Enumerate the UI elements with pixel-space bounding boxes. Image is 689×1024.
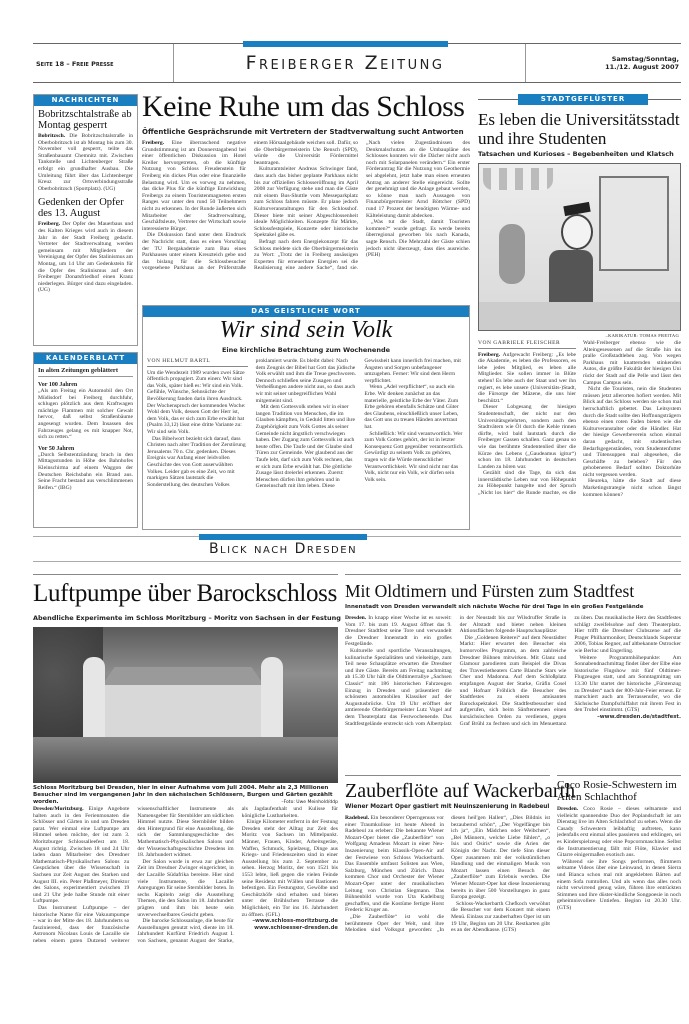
paragraph: Schließlich: Wir sind verantwortlich. Wer zum Volk Gottes gehört, der ist in letzter Konsequenz Gott gegenüber verantwortlich. Gewürdigt zu seinem Volk zu gehören, tragen wir die Würde menschlicher Verantwortlichkeit. Wir sind nicht nur das Volk, nicht nur ein Volk, wir dürfen sein Volk sein. — [364, 430, 464, 483]
luftpumpe-body — [33, 806, 338, 961]
paragraph: Kulturamtsleiter Andreas Schwinger fand, dass auch das bisher geplante Parkhaus nicht bis zur offiziellen Schlosseröffnung im April 2008 zur Verfügung stehe und man die Gäste mit einem Bus-Shuttle vom Messeparkplatz zum Schloss fahren müsste. Er plane jedoch Kulturveranstaltungen für den Schlosshof. Dieser biete mit seiner Abgeschlossenheit ideale Möglichkeiten. Konzepte für Märkte, Schlossfestspiele, Konzerte oder historische Spektakel gäbe es. — [254, 166, 358, 239]
article-rule — [33, 574, 338, 575]
dateline: Dresden. — [557, 806, 579, 812]
spiritual-word-label: DAS GEISTLICHE WORT — [143, 306, 469, 317]
stadtfest-headline: Mit Oldtimern und Fürsten zum Stadtfest — [345, 581, 635, 601]
castle-tower-shape — [261, 657, 283, 737]
cartoon-credit: –KARIKATUR: TOMAS FREITAG — [605, 333, 679, 338]
awning-shape — [483, 168, 553, 190]
paragraph: Einige Kilometer entfernt in der Festung Dresden steht der Alltag zur Zeit des Moritz von Sachsen im Mittelpunkt. Männer, Frauen, Kinder, Arbeitsgeräte, Waffen, Schmuck, Spielzeug, Dinge aus Kriegs- und Friedenszeiten sind in einer Ausstellung bis zum 2. September zu sehen. Herzog Moritz, der von 1521 bis 1553 lebte, ließ gegen die vielen Feinde seine Residenz mit Wällen und Bastionen befestigen. Ein Festungstor, Gewölbe und Geschützhöfe sind erhalten und bieten unter der Brühlschen Terrasse die Möglichkeit, ein Tor ins 16. Jahrhundert zu öffnen. (GFL) — [241, 819, 338, 918]
news-body: Die Bobritzschtalstraße in Oberbobritzsch ist ab Montag bis zum 30. November voll gesperrt, teilte das Straßenbauamt Chemnitz mit. Zwischen Tankstelle und Lichtenberger Straße erfolgt ein grundhafter Ausbau. Die Umleitung führt über das Lichtenberger Kreuz zur Ortsverbindungsstraße Oberbobritzsch (Sportplatz). (UG) — [38, 133, 133, 192]
stadtfest-subheadline: Innenstadt von Dresden verwandelt sich nächste Woche für drei Tage in ein großes Festgelände — [345, 604, 644, 610]
paragraph: Das Instrument Luftpumpe – der historische Name für eine Vakuumpumpe – war in der Mitte des 18. Jahrhunderts so faszinierend, dass der französische Astronom Nicolaus Louis de Lacaille sie neben einem guten Dutzend weiterer wissenschaftlicher Instrumente als Namensgeber für Sternbilder am südlichen Himmel nutzte. Diese Sternbilder bilden den Hintergrund für eine Ausstellung, die sich der Sammlungsgeschichte des Mathematisch-Physikalischen Salons und der Wissenschaftsgeschichte Dresdens im 18. Jahrhundert widmet. — [33, 806, 234, 944]
news-box — [33, 94, 138, 346]
dateline: Dresden/Moritzburg. — [33, 806, 84, 812]
paragraph: Während sie ihre Songs performen, flimmern seltsame Videos über eine Leinwand, in denen Sierra und Bianca schon mal mit angeklebten Bärten auf einem Sofa rumtollen. Und als wenn das alles noch nicht verwirrend genug wäre, führen ihre entrückten Stimmen und ihre düster-kindliche Songpoesie in noch geheimnisvollere Untiefen. Beginn ist 20.30 Uhr. (GTS) — [557, 858, 681, 911]
main-headline: Keine Ruhe um das Schloss — [142, 90, 465, 123]
paragraph: Befragt nach dem Energiekonzept für das Schloss meldete sich die Oberbürgermeisterin zu Wort: „Trotz der in Freiberg ansässigen Experten für erneuerbare Energien sei die Realisierung eine andere Sache“, fand sie. „Nach vielen Zugeständnissen des Denkmalschutzes an die Umbaupläne des Schlosses konnten wir die Dächer nicht auch noch mit Solarpanelen verändern.“ Ein erster Förderantrag für die Nutzung von Geothermie sei abgelehnt, jetzt habe man einen erneuten Antrag an anderer Stelle eingereicht. Sollte der genehmigt und die Anlage gebaut werden, so könne man nach Aussagen von Finanzbürgermeister Arnd Böttcher (SPD) rund 17 Prozent der benötigten Wärme- und Kälteleistung damit abdecken. — [254, 140, 470, 272]
calendar-title: In alten Zeitungen geblättert — [38, 367, 133, 377]
page-number: Seite 18 – Freie Presse — [36, 60, 114, 68]
paragraph: Gezählt sind die Tage, da sich das innerstädtische Leben nur von Höhepunkt zu Höhepunkt hangelte und der Spruch „Nicht los hier“ die Runde machte, es die Wahl-Freiberger ebenso wie die Alteingesessenen auf die Straße hin ins pralle Großstadtleben zog. Von wegen Parkhaus mit knatternden stinkenden Autos, die größte Fakultät der hiesigen Uni rückt der Stadt auf die Pelle und lässt den Campus Campus sein. — [478, 340, 681, 497]
paragraph: Die barocke Schlossanlage, die heute für Ausstellungen genutzt wird, diente im 18. Jahrhundert Kurfürst Friedrich August I. von Sachsen, genannt August der Starke, als Jagdaufenthalt und Kulisse für königliche Lustbarkeiten. — [137, 806, 338, 944]
stadtfest-body — [345, 615, 681, 765]
paragraph: Aufgewacht Freiberg: „Es lebe die Akademie, es leben die Professoren, es lebe jedes Mitglied, es leben alle Mitglieder. Sie sollen immer in Blüte stehen! Es lebe auch der Staat und wer ihn regiert, es lebe unsere (Universitäts-)Stadt, die Fürsorge der Mäzene, die uns hier beschützt.“ — [478, 351, 577, 404]
spiritual-word-body — [147, 358, 465, 526]
zauberfloete-subheadline: Wiener Mozart Oper gastiert mit Neuinszenierung in Radebeul — [345, 804, 550, 810]
gossip-label: STADTGEFLÜSTER — [518, 94, 648, 105]
dateline: Radebeul. — [345, 815, 370, 821]
paragraph: In knapp einer Woche ist es soweit: Vom 17. bis zum 19. August öffnet das 9. Dresdner Stadtfest seine Tore und verwandelt die Dresdner Innenstadt in ein großes Festgelände. — [345, 615, 452, 648]
gossip-headline: Es leben die Universitätsstadt und ihre Studenten — [478, 110, 680, 148]
header-bottom-rule — [33, 82, 681, 83]
student-head-shape — [561, 214, 593, 250]
article-rule — [345, 775, 550, 776]
dateline: Freiberg. — [38, 221, 61, 228]
zauberfloete-body — [345, 815, 550, 963]
caption-text: Schloss Moritzburg bei Dresden, hier in einer Aufnahme vom Juli 2004. Mehr als 2,3 Millionen Besucher sind im vergangenen Jahr in den sächsischen Schlössern, Burgen und Gärten gezählt worden. — [33, 785, 333, 805]
spiritual-word-box — [142, 305, 470, 530]
paragraph: Das Bibelwort bezieht sich darauf, dass Christen nach alter Tradition der Zerstörung Jerusalems 70 n. Chr. gedenken. Dieses Ereignis war Anfang einer leidvollen Geschichte des von Gott auserwählten Volkes. Leider gab es eine Zeit, wo mit markigen Sätzen lautstark die Sonderstellung des deutschen Volkes proklamiert wurde. Es bleibt dabei: Nach dem Zeugnis der Bibel hat Gott das jüdische Volk erwählt und ihm die Treue geschworen. Dennoch schließen seine Zusagen und Verheißungen andere nicht aus, so dass auch wir mit seiner unbegreiflichen Wahl mitgemeint sind. — [147, 358, 357, 488]
section-title: Blick nach Dresden — [208, 541, 358, 557]
section-accent-bar — [199, 534, 367, 540]
issue-date — [605, 55, 679, 71]
byline: VON GABRIELE FLEISCHER — [478, 340, 576, 349]
photo-caption — [33, 785, 338, 806]
paragraph: „Die Zauberflöte“ ist wohl die berühmteste Oper der Welt, und ihre Melodien sind Volksgut geworden: „In diesen heil'gen Hallen“, „Dies Bildnis ist bezaubernd schön“, „Der Vogelfänger bin ich ja“, „Ein Mädchen oder Weibchen“, „Bei Männern, welche Liebe fühlen“, „o Isis und Osiris“ sowie die Arien der Königin der Nacht. Der tiefe Sinn dieser Oper zusammen mit der volkstümlichen Handlung und der einmaligen Musik von Mozart lassen einen Besuch der „Zauberflöte“ zum Erlebnis werden. Die Wiener Mozart-Oper hat diese Inszenierung bereits in über 500 Vorstellungen in ganz Europa gezeigt. — [345, 815, 550, 934]
dateline: Freiberg. — [142, 140, 165, 146]
header-accent-bar — [243, 41, 448, 47]
zauberfloete-headline: Zauberflöte auf Wackerbarth — [345, 780, 576, 802]
paragraph: Der Salon wurde in etwa zur gleichen Zeit im Dresdner Zwinger eingerichtet, in der Lacaille Südafrika bereiste. Hier sind viele Instrumente, die Lacaille Anregungen für seine Sternbilder boten. In sechs Kapiteln zeigt die Ausstellung Themen, die den Salon im 18. Jahrhundert prägten und ihm bis heute sein unverwechselbares Gesicht geben. — [137, 858, 234, 918]
news-items — [38, 109, 133, 294]
calendar-entry-text: „Durch Selbstentzündung brach in den Mittagsstunden in Höhe des Bahnhofes Kleinschirma auf einem Waggon der Deutschen Reichsbahn ein Brand aus. Seine Fracht bestand aus verschlimmenen Reifen.“ (IBG) — [38, 451, 133, 491]
paragraph: Die „Goldenen Reiterei“ auf dem Neustädter Markt: Hier erwartet den Besucher ein humorvolles Programm, an dem zahlreiche Dresdner Bühnen mitwirken. Mit Glanz und Glamour parodieren zum Beispiel die Divas des Travestietheaters Carte Blanche Stars wie Cher und Madonna. Auf dem Schloßplatz empfangen August der Starke, Gräfin Cosel und Hofnarr Fröhlich die Besucher des Stadtfestes zu einem amüsanten Barockspektakel. Die Stadtfestbesucher sind aufgerufen, sich beim Sänftenrennen einen kursächsischen Orden zu verdienen, gegen Graf Brühl zu fechten und sich im Menuettanz zu üben. Das musikalische Herz des Stadtfestes schlägt zweifelsohne auf dem Theaterplatz. Hier trifft die Dresdner Clubszene auf die Prager Philharmoniker, Deutschlands Superstar 2006, Tobias Regner, auf altbekannte Ostrocker wie Berluc und Engerling. — [459, 615, 681, 727]
paragraph: Mit dem Gottesvolk stehen wir in einer langen Tradition von Menschen, die im Glauben kämpften, in Geduld litten und ihre Zugehörigkeit zum Volk Gottes als seiner Gemeinde nicht ängstlich verschwiegen haben. Der Zugang zum Gottesvolk ist auch heute offen. Die Taufe und der Glaube sind Türen zur Gemeinde. Wer glaubend aus der Taufe lebt, darf sich zum Volk rechnen, das er sich zum Erbe erwählt hat. Die göttliche Zusage lässt dreierlei erkennen. Zuerst: Menschen dürfen ihm gehören und in Gemeinschaft mit ihm leben. Diese Gewissheit kann innerlich frei machen, mit Ängsten und Sorgen unbefangener umzugehen. Ferner: Wir sind dem Herrn verpflichtet. — [255, 358, 461, 490]
news-headline: Gedenken der Opfer des 13. August — [38, 197, 124, 220]
main-subheadline: Öffentliche Gesprächsrunde mit Vertretern der Stadtverwaltung sucht Antworten — [142, 128, 464, 136]
news-body: Der Opfer des Mauerbaus und des Kalten Krieges wird auch in diesem Jahr in der Stadt Freiberg gedacht. Vertreter der Stadtverwaltung werden gemeinsam mit Mitgliedern der Vereinigung der Opfer des Stalinismus am Montag, um 14 Uhr am Gedenkstein für die Opfer des Stalinismus auf dem Freiberger Donatsfriedhof einen Kranz niederlegen. Bürger sind dazu eingeladen. (UG) — [38, 221, 133, 294]
byline: VON HELMUT BARTL — [147, 358, 248, 367]
paragraph: Wenn „Adel verpflichtet“, so auch ein Erbe. Wir denken zunächst an das materielle, geistliche Erbe der Väter. Zum Erbe gehören ebenfalls Schätze und Güter des Glaubens, einschließlich unser Leben, das Gott uns zu treuen Händen anvertraut hat. — [364, 384, 459, 430]
gossip-subheadline: Tatsachen und Kurioses – Begebenheiten und Klatsch — [478, 150, 674, 158]
news-text — [38, 221, 133, 294]
paragraph: Um die Wendezeit 1989 wurden zwei Sätze öffentlich propagiert. Zum einen: Wir sind das Volk, später hieß es: Wir sind ein Volk. Gefühle, Wünsche, Sehnsüchte der Bevölkerung fanden darin ihren Ausdruck. Der Wochenspruch der kommenden Woche: Wohl dem Volk, dessen Gott der Herr ist, dem Volk, das er sich zum Erbe erwählt hat (Psalm 33,12) lässt eine dritte Variante zu: Wir sind sein Volk. — [147, 369, 246, 435]
coco-headline: Coco Rosie-Schwestern im Alten Schlachthof — [557, 779, 677, 803]
news-label: NACHRICHTEN — [34, 95, 137, 106]
calendar-box — [33, 352, 138, 528]
moritzburg-photo — [33, 627, 338, 783]
section-bottom-rule — [33, 561, 681, 562]
news-text — [38, 133, 133, 192]
date-line: 11./12. August 2007 — [605, 63, 679, 71]
paragraph: Nicht die Touristen, nein die Studenten müssen jetzt allerorten hofiert werden. Mit Blick auf das Schloss werden sie schon mal herrschaftlich gebettet. Das Leitsystem durch die Stadt sollte den Hoffnungsträgern ebenso einen roten Faden bieten wie die Kulturveranstalter oder die Händler. Hat der hiesige Gewerbeverein schon einmal daran gedacht, mit studentischen Bedarfsgegenständen, vom Studentenfutter und Tütensuppen mal abgesehen, die Geschäfte zu beleben? Für den gehobeneren Bedarf sollten Doktorhüte nicht vergessen werden. — [583, 386, 681, 478]
paragraph: Coco Rosie – dieses seltsamste und vielleicht spannendste Duo der Poplandschaft ist am Dienstag live im Alten Schlachthof zu sehen. Wenn die Casady Schwestern leibhaftig auftreten, kann jedenfalls erst einmal alles passieren und erklingen, sei es Kinderspielzeug oder eine Popcornmaschine. Selbst die Instrumentierung fällt mit Flöte, Klavier und Gitarre einigermaßen exotisch aus. — [557, 806, 681, 859]
paragraph: Heureka, hätte die Stadt auf diese Marketingstrategie nicht schon längst kommen können? — [583, 478, 681, 498]
date-line: Samstag/Sonntag, — [611, 55, 679, 63]
student-body-shape — [549, 250, 593, 308]
shop-window-shape — [599, 176, 669, 271]
paragraph: Eine überraschend negative Grundstimmung ist am Donnerstagabend bei einer öffentlichen Diskussion im Hotel Kreller hervorgetreten, ob die künftige Nutzung von Schloss Freudenstein für Freiberg ein dickes Plus oder eine finanzielle Belastung wird. Um es vorweg zu nehmen, das dicke Plus für die künftige Entwicklung Freibergs zu einem Touristenmagneten ersten Ranges war unter den rund 50 Teilnehmern nicht zu erkennen. In der Runde äußerten sich Mitarbeiter der Stadtverwaltung, Geschäftsleute, Vertreter der Wirtschaft sowie interessierte Bürger. — [142, 140, 246, 232]
calendar-label: KALENDERBLATT — [34, 353, 137, 364]
spiritual-word-subheadline: Eine kirchliche Betrachtung zum Wochenende — [221, 346, 391, 354]
website-link[interactable]: www.schloesser-dresden.de — [254, 924, 338, 931]
gossip-body — [478, 340, 681, 528]
article-rule — [345, 574, 681, 575]
spiritual-word-headline: Wir sind sein Volk — [219, 317, 393, 343]
luftpumpe-headline: Luftpumpe über Barockschloss — [33, 580, 338, 607]
castle-body-shape — [93, 682, 273, 737]
paragraph: Schloss-Wackerbarth Chefkoch verwöhnt die Besucher vor dem Konzert mit einem Menü. Einlass zur zauberhaften Oper ist um 19 Uhr, Beginn um 20 Uhr. Restkarten gibt es an der Abendkasse. (GTS) — [451, 900, 550, 934]
photo-credit: –Foto: Uwe Meinhold/ddp — [281, 800, 338, 805]
website-link[interactable]: –www.schloss-moritzburg.de — [252, 918, 338, 925]
newspaper-title: Freiberger Zeitung — [245, 52, 445, 74]
street-shape — [479, 302, 680, 330]
paragraph: Ein besonderer Operngenuss vor einer Traumkulisse ist heute Abend in Radebeul zu erleben: Die bekannte Wiener Mozart-Oper bietet die „Zauberflöte“ von Wolfgang Amadeus Mozart in einer Neu-Inszenierung beim Klassik-Open-Air auf der Festwiese von Schloss Wackerbarth. Das Ensemble umfasst Solisten aus Wien, Salzburg, München und Zürich. Dazu kommen Chor und Orchester der Wiener Mozart-Oper unter der musikalischen Leitung von Christian Siegmann. Das Bühnenbild wurde von Uta Kadelburg geschaffen, und die Kostüme fertigte Horst Frederic Kruger an. — [345, 815, 444, 914]
castle-tower-shape — [83, 657, 105, 737]
luftpumpe-subheadline: Abendliche Experimente im Schloss Moritzburg – Moritz von Sachsen in der Festung — [33, 614, 341, 622]
header-divider — [525, 44, 526, 82]
calendar-entry-text: „Als am Freitag ein Automobil den Ort Müdisdorf bei Freiberg durchfuhr, schlugen plötzlich aus dem Kraftwagen mächtige Flammen mit solcher Gewalt hervor, daß selbst Straßenbäume angesengt wurden. Dem Insassen des Fahrzeuges gelang es mit knapper Not, sich zu retten.“ — [38, 388, 133, 441]
paragraph: Die Diskussion fand unter dem Eindruck der Nachricht statt, dass es einen Vorschlag der TU Bergakademie zum Bau eines Parkhauses unter einem Kreuzteich gebe und das bislang für die Schlossbesucher vorgesehene Parkhaus an der Prüferstraße einem Hörsaalgebäude weichen soll. Dafür, so die Oberbürgermeisterin Ute Rensch (SPD), würde die Universität Fördermittel beantragen. — [142, 140, 359, 272]
calendar-entry-heading: Vor 50 Jahren — [38, 445, 75, 452]
paragraph: Kulturelle und sportliche Veranstaltungen, kulinarische Spezialitäten und vielseitige, zum Teil neue Schauplätze erwarten die Dresdner und ihre Gäste. Bereits am Freitag nachmittag ab 15.30 Uhr hält die Oldtimerrallye „Sachsen Classic“ mit 186 historischen Fahrzeugen Einzug in Dresden und präsentiert die schönsten automobilen Klassiker auf der Augustusbrücke. Um 19 Uhr eröffnet der amtierende Oberbürgermeister Lutz Vogel auf dem Theaterplatz das Festwochenende. Das Stadtfestgelände erstreckt sich vom Albertplatz in der Neustadt bis zur Wilsdruffer Straße in der Altstadt und bietet neben kleinen Aktionsflächen folgende Hauptschauplätze: — [345, 615, 567, 727]
paragraph: Weitere Programmhöhepunkte: Am Sonnabendnachmittag findet über der Elbe eine historische Flugshow mit fünf Oldtimer-Flugzeugen statt, und am Sonntagmittag um 13.30 Uhr startet der historische „Fürstenzug zu Dresden“ nach der 800-Jahr-Feier erneut. Er marschiert auch am Terrassenufer, wo die Sächsische Dampfschiffahrt mit ihrem Fest in den Trubel einstimmt. (GTS) — [574, 654, 681, 714]
dateline: Bobritzsch. — [38, 133, 66, 139]
coco-body — [557, 806, 681, 963]
cartoon-image — [478, 163, 681, 331]
paragraph: Einige Angebote halten auch in den Ferienmonaten die Schlösser und Gärten in und um Dresden parat. Wer einmal eine Luftpumpe am Himmel sehen möchte, der ist zum 3. Moritzburger Schlossalleefest am 18. August richtig. Zwischen 18 und 24 Uhr laden dann Mitarbeiter des Dresdner Mathematisch-Physikalischen Salons zu Gesprächen über die Wissenschaft in Sachsen zur Zeit August des Starken und August III. ein. Peter Plaßmeyer, Direktor des Salons, experimentiert zwischen 19 und 21 Uhr jede halbe Stunde mit einer Luftpumpe. — [33, 806, 130, 905]
dateline: Freiberg. — [478, 351, 501, 358]
header-divider — [173, 44, 174, 82]
website-link[interactable]: –www.dresden.de/stadtfest. — [597, 713, 681, 720]
paragraph: Dieser Lobgesang der hiesigen Studentenschaft, der nicht nur den Universitätsgelehrten, sondern auch den Stadtvätern wie Öl durch die Kehle rinnen dürfte, wird bald lautstark durch die Freiberger Gassen schallen. Ganz genau so wie das berühmte Studentenlied über die Kürze des Lebens („Gaudeamus igitur“) schon im 18. Jahrhundert in deutschen Landen zu hören war. — [478, 404, 576, 470]
castle-roof-shape — [93, 667, 273, 685]
news-headline: Bobritzschtalstraße ab Montag gesperrt — [38, 109, 132, 131]
dateline: Dresden. — [345, 615, 367, 621]
figure-shape — [499, 224, 525, 284]
paragraph: „Was tut die Stadt, damit Touristen kommen?“ wurde gefragt. Es werde bereits überregional geworben bis nach Kanada, sagte Rensch. Die Mehrzahl der Gäste schien jedoch nicht überzeugt, dass dies ausreiche. (PEH) — [366, 219, 470, 259]
article-rule — [557, 775, 681, 776]
calendar-entry-heading: Vor 100 Jahren — [38, 382, 78, 388]
calendar-content — [38, 367, 133, 491]
water-shape — [33, 737, 338, 783]
main-article-body — [142, 140, 470, 302]
